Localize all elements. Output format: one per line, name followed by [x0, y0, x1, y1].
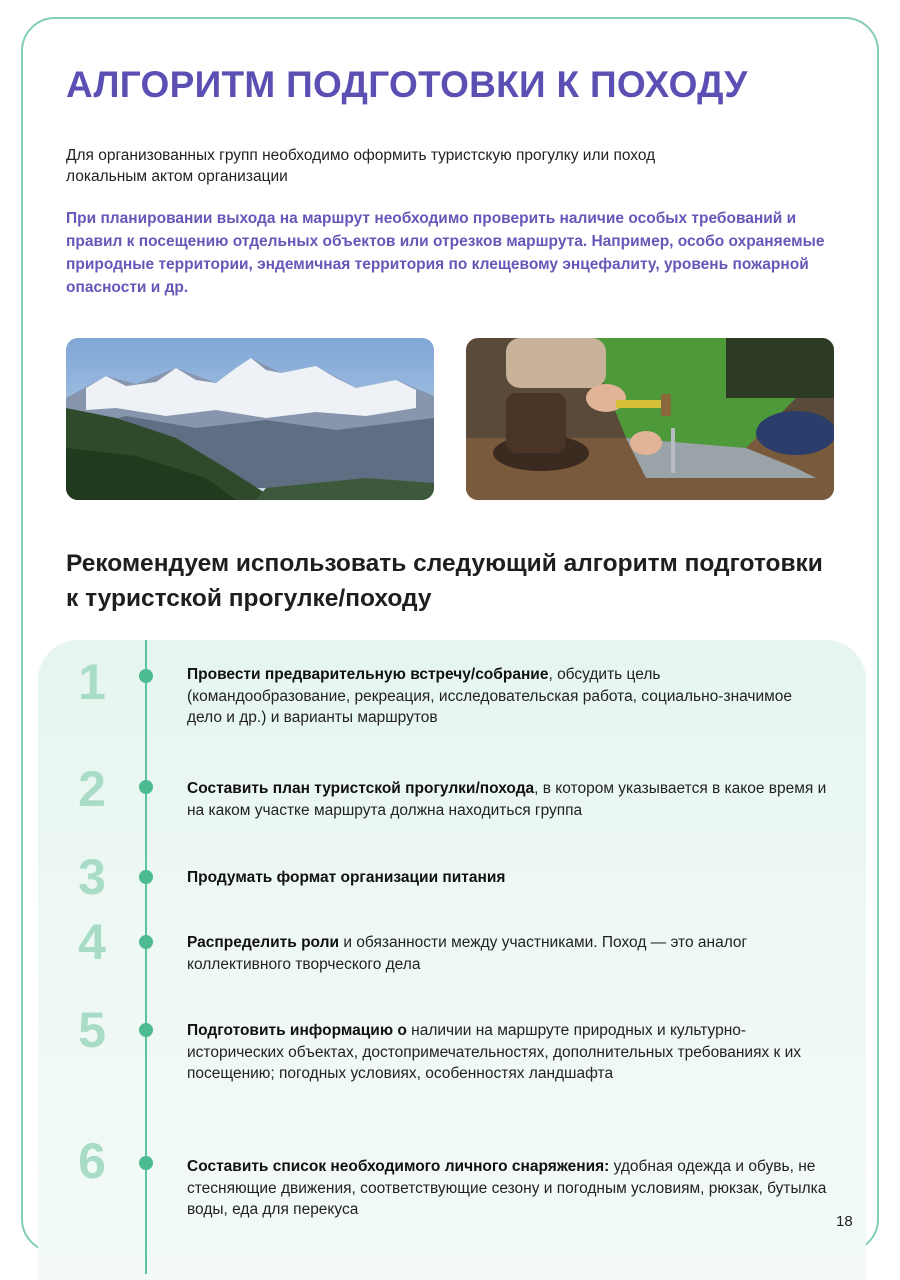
timeline-dot [139, 935, 153, 949]
step-number: 5 [78, 1002, 106, 1058]
step-text [187, 664, 827, 729]
step-number: 2 [78, 761, 106, 817]
step-number: 1 [78, 654, 106, 710]
step-rest: и обязанности между участниками. Поход — это аналог коллективного творческого дела [187, 934, 748, 973]
step-number: 3 [78, 849, 106, 905]
mountain-landscape-photo [66, 338, 434, 500]
timeline-dot [139, 669, 153, 683]
timeline-dot [139, 780, 153, 794]
page-number: 18 [836, 1213, 853, 1230]
step-text [187, 932, 827, 975]
step-rest: , в котором указывается в какое время и на каком участке маршрута должна находиться группа [187, 780, 827, 819]
step-bold: Подготовить информацию о [187, 1022, 407, 1039]
step-bold: Распределить роли [187, 934, 340, 951]
step-text [187, 1156, 827, 1221]
step-rest: наличии на маршруте природных и культурно-исторических объектах, достопримечательностях, дополнительных требованиях к их посещению; погодных условиях, особенностях ландшафта [187, 1022, 802, 1082]
timeline-dot [139, 1023, 153, 1037]
planning-note: При планировании выхода на маршрут необходимо проверить наличие особых требований и правил к посещению отдельных объектов или отрезков маршрута. Например, особо охраняемые природные территории, эндемичная территория по клещевому энцефалиту, уровень пожарной опасности и др. [66, 210, 825, 296]
timeline-line [145, 640, 147, 1274]
step-text [187, 1020, 827, 1085]
step-bold: Составить список необходимого личного снаряжения: [187, 1158, 610, 1175]
tent-pitching-photo [466, 338, 834, 500]
page-title: АЛГОРИТМ ПОДГОТОВКИ К ПОХОДУ [66, 64, 748, 105]
intro-text: Для организованных групп необходимо оформить туристскую прогулку или поход локальным актом организации [66, 147, 656, 185]
step-number: 6 [78, 1133, 106, 1189]
step-number: 4 [78, 914, 106, 970]
timeline-dot [139, 870, 153, 884]
step-bold: Составить план туристской прогулки/похода [187, 780, 535, 797]
step-text [187, 867, 827, 889]
step-rest: , обсудить цель (командообразование, рекреация, исследовательская работа, социально-значимое дело и др.) и варианты маршрутов [187, 666, 793, 726]
timeline-dot [139, 1156, 153, 1170]
step-bold: Продумать формат организации питания [187, 869, 506, 886]
step-text [187, 778, 827, 821]
step-rest: удобная одежда и обувь, не стесняющие движения, соответствующие сезону и погодным условиям, рюкзак, бутылка воды, еда для перекуса [187, 1158, 827, 1218]
algorithm-subtitle: Рекомендуем использовать следующий алгоритм подготовки к туристской прогулке/походу [66, 550, 823, 612]
step-bold: Провести предварительную встречу/собрание [187, 666, 549, 683]
